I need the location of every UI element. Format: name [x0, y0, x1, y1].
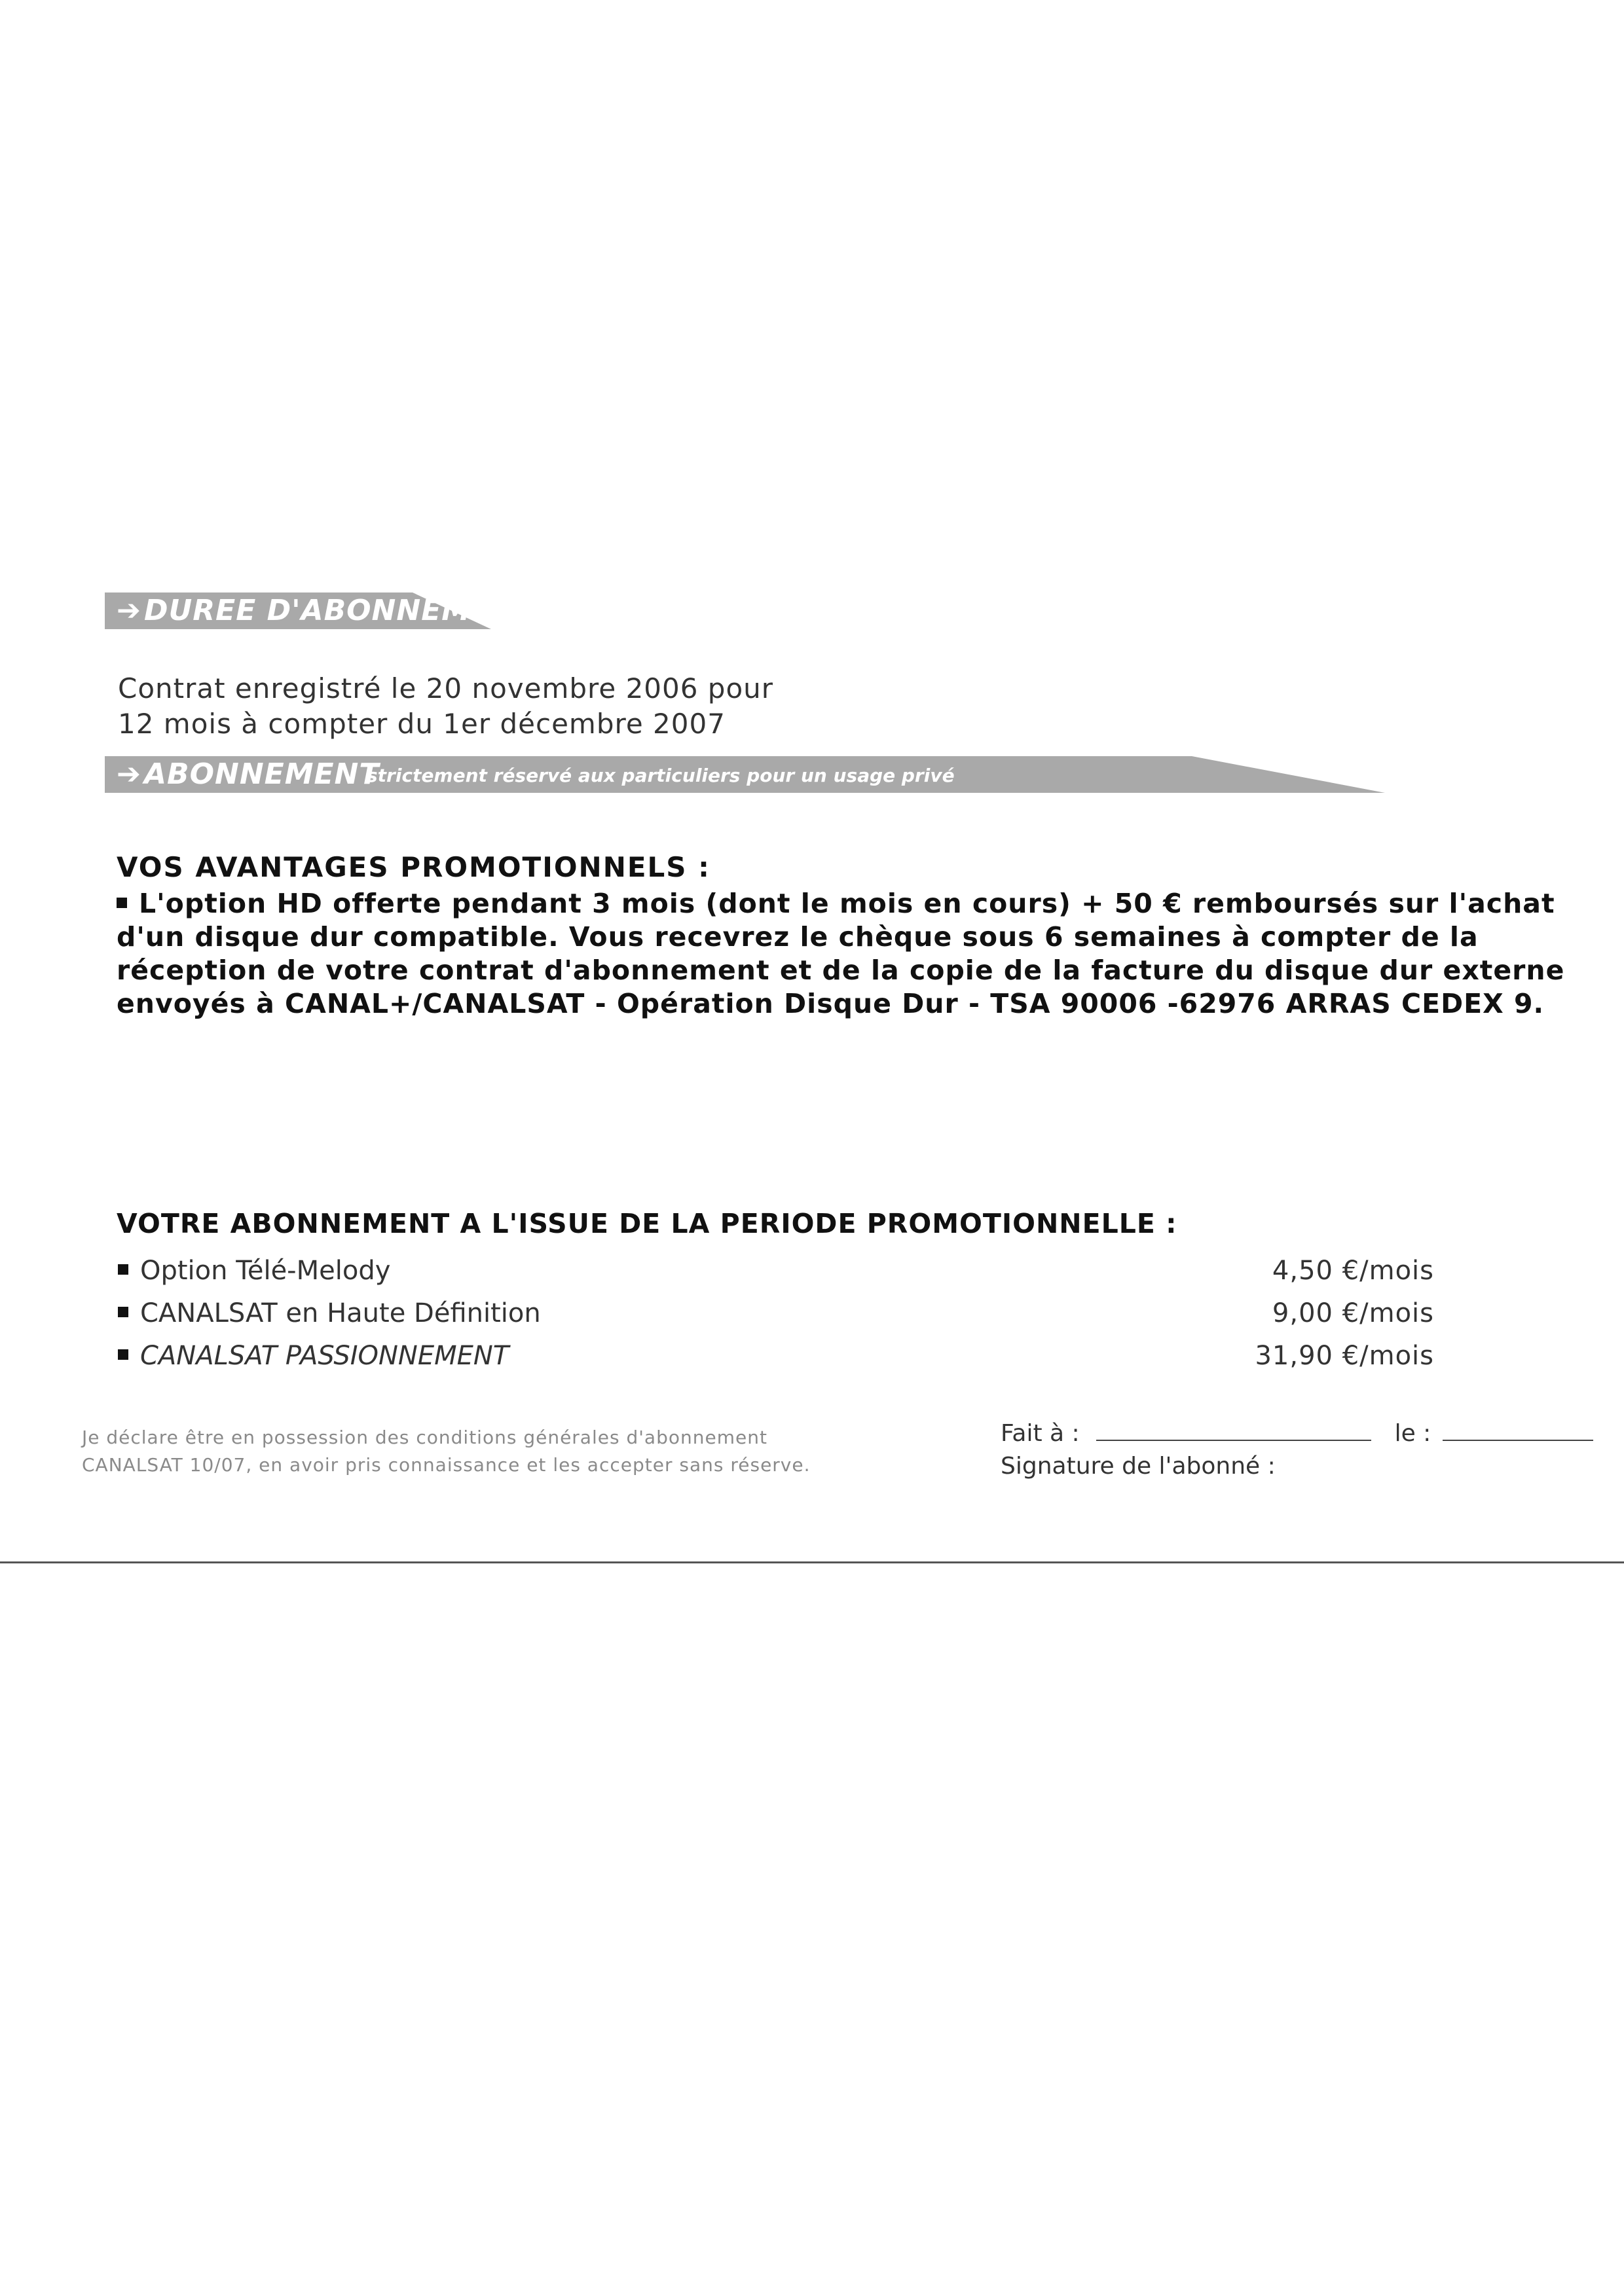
contract-line-2: 12 mois à compter du 1er décembre 2007 — [118, 708, 726, 740]
subscription-band-title: ABONNEMENT — [144, 757, 380, 791]
after-promo-heading: VOTRE ABONNEMENT A L'ISSUE DE LA PERIODE PROMOTIONNELLE : — [117, 1208, 1177, 1239]
after-promo-item-price: 4,50 €/mois — [1272, 1256, 1434, 1286]
after-promo-item-label: Option Télé-Melody — [118, 1250, 390, 1291]
after-promo-item-label: CANALSAT en Haute Définition — [118, 1293, 541, 1334]
duration-band-title: DUREE D'ABONNEM... — [144, 594, 506, 627]
place-date-row — [1001, 1417, 1593, 1450]
arrow-right-icon: ➔ — [117, 594, 141, 627]
after-promo-item — [118, 1293, 1434, 1334]
after-promo-item-price: 31,90 €/mois — [1255, 1341, 1434, 1371]
contract-line-1: Contrat enregistré le 20 novembre 2006 pour — [118, 672, 774, 704]
duration-section-band — [105, 592, 506, 629]
fait-label: Fait à : — [1001, 1420, 1080, 1447]
promo-line-2: d'un disque dur compatible. Vous recevrez le chèque sous 6 semaines à compter de la — [117, 921, 1479, 953]
promo-text — [117, 887, 1564, 1021]
bullet-square-icon — [118, 1264, 128, 1275]
signature-label: Signature de l'abonné : — [1001, 1453, 1276, 1480]
place-field[interactable] — [1096, 1417, 1371, 1441]
bullet-square-icon — [118, 1307, 128, 1317]
subscription-band-subtitle: strictement réservé aux particuliers pour un usage privé — [367, 765, 955, 786]
bottom-divider — [0, 1561, 1624, 1563]
declaration-text — [82, 1424, 811, 1479]
promo-heading: VOS AVANTAGES PROMOTIONNELS : — [117, 851, 710, 883]
bullet-square-icon — [117, 898, 127, 908]
contract-info — [118, 671, 773, 742]
after-promo-item — [118, 1336, 1434, 1376]
promo-line-1: L'option HD offerte pendant 3 mois (dont le mois en cours) + 50 € remboursés sur l'achat — [117, 887, 1564, 920]
bullet-square-icon — [118, 1349, 128, 1360]
declaration-line-1: Je déclare être en possession des conditions générales d'abonnement — [82, 1427, 767, 1448]
after-promo-item-label: CANALSAT PASSIONNEMENT — [118, 1336, 509, 1376]
date-field[interactable] — [1443, 1417, 1593, 1441]
date-label: le : — [1394, 1420, 1431, 1447]
promo-line-4: envoyés à CANAL+/CANALSAT - Opération Disque Dur - TSA 90006 -62976 ARRAS CEDEX 9. — [117, 988, 1545, 1019]
arrow-right-icon: ➔ — [117, 757, 141, 791]
after-promo-item — [118, 1250, 1434, 1291]
after-promo-item-price: 9,00 €/mois — [1272, 1298, 1434, 1328]
subscription-section-band — [105, 756, 1388, 793]
signature-block — [1001, 1417, 1593, 1483]
declaration-line-2: CANALSAT 10/07, en avoir pris connaissance et les accepter sans réserve. — [82, 1454, 811, 1476]
promo-line-3: réception de votre contrat d'abonnement et de la copie de la facture du disque dur externe — [117, 955, 1565, 986]
